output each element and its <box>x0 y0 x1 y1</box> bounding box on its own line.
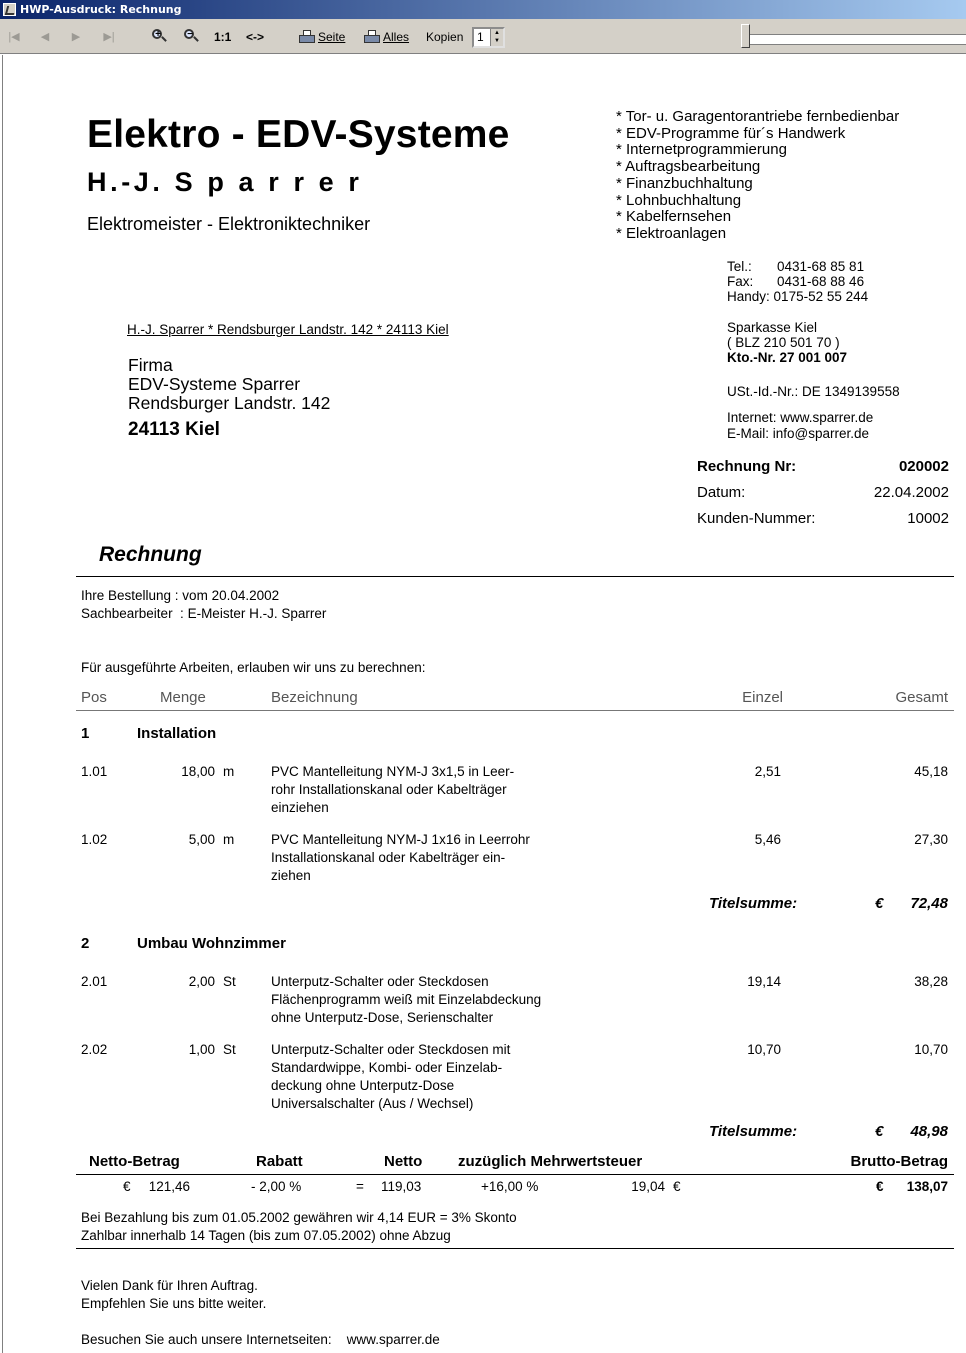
item-position: 2.01 <box>81 974 108 989</box>
payment-terms-discount: Bei Bezahlung bis zum 01.05.2002 gewähren wir 4,14 EUR = 3% Skonto <box>81 1210 517 1225</box>
column-header-description: Bezeichnung <box>271 689 358 706</box>
item-quantity: 18,00 <box>181 764 215 779</box>
item-total: 45,18 <box>914 764 948 779</box>
item-position: 1.02 <box>81 832 108 847</box>
window-titlebar[interactable] <box>0 0 966 19</box>
zoom-slider-thumb[interactable] <box>741 24 750 48</box>
gross-amount: 138,07 <box>906 1179 948 1194</box>
item-unit-price: 10,70 <box>747 1042 781 1057</box>
subtotal-amount: 72,48 <box>910 895 948 912</box>
bank-code: ( BLZ 210 501 70 ) <box>727 335 840 350</box>
vat-id: USt.-Id.-Nr.: DE 1349139558 <box>727 384 900 399</box>
subtotal-label: Titelsumme: <box>709 895 798 912</box>
email-address: E-Mail: info@sparrer.de <box>727 426 870 441</box>
profession: Elektromeister - Elektroniktechniker <box>87 214 371 234</box>
fax-label: Fax: <box>727 274 754 289</box>
website-url: www.sparrer.de <box>346 1332 440 1347</box>
bank-name: Sparkasse Kiel <box>727 320 818 335</box>
invoice-number-row <box>697 458 949 475</box>
printer-icon <box>299 30 315 44</box>
terms-divider <box>76 1248 954 1249</box>
order-line: Ihre Bestellung : vom 20.04.2002 <box>81 588 280 603</box>
next-page-icon[interactable]: ▶ <box>71 31 81 43</box>
item-quantity: 2,00 <box>188 974 215 989</box>
column-header-total: Gesamt <box>895 689 948 706</box>
clerk-line: Sachbearbeiter : E-Meister H.-J. Sparrer <box>81 606 327 621</box>
customer-number: 10002 <box>907 510 949 527</box>
recipient-address <box>128 356 330 413</box>
website-invitation <box>81 1332 440 1347</box>
last-page-icon[interactable]: ▶| <box>103 31 115 43</box>
closing-recommend: Empfehlen Sie uns bitte weiter. <box>81 1296 267 1311</box>
item-unit: m <box>223 764 235 779</box>
service-item: * Kabelfernsehen <box>616 208 732 226</box>
subtotal-currency: € <box>875 895 884 912</box>
zoom-in-icon[interactable]: + <box>150 28 166 44</box>
item-unit: St <box>223 974 236 989</box>
owner-name: H.-J. S p a r r e r <box>87 167 363 197</box>
vat-label: zuzüglich Mehrwertsteuer <box>458 1153 643 1170</box>
bank-details <box>727 320 847 365</box>
group-number: 1 <box>81 725 90 742</box>
invoice-number-label: Rechnung Nr: <box>697 458 797 475</box>
service-item: * Internetprogrammierung <box>616 141 787 159</box>
item-total: 27,30 <box>914 832 948 847</box>
item-unit-price: 19,14 <box>747 974 781 989</box>
net-currency: € <box>123 1179 131 1194</box>
recipient-line: Rendsburger Landstr. 142 <box>128 393 331 413</box>
service-item: * EDV-Programme für´s Handwerk <box>616 124 846 142</box>
service-item: * Auftragsbearbeitung <box>616 158 761 176</box>
zoom-slider[interactable] <box>747 34 966 45</box>
company-name: Elektro - EDV-Systeme <box>87 113 510 156</box>
previous-page-icon[interactable]: ◀ <box>40 31 50 43</box>
customer-number-label: Kunden-Nummer: <box>697 510 816 527</box>
print-all-button[interactable]: Alles <box>364 27 410 47</box>
discount-label: Rabatt <box>256 1153 303 1170</box>
service-item: * Lohnbuchhaltung <box>616 191 742 209</box>
service-item: * Finanzbuchhaltung <box>616 174 753 192</box>
recipient-line: Firma <box>128 355 173 375</box>
group-number: 2 <box>81 935 90 952</box>
item-description: PVC Mantelleitung NYM-J 1x16 in Leerrohr Installationskanal oder Kabelträger ein- ziehen <box>271 832 530 883</box>
column-header-pos: Pos <box>81 689 107 706</box>
item-unit: m <box>223 832 235 847</box>
zoom-out-icon[interactable]: − <box>182 28 198 44</box>
recipient-line: EDV-Systeme Sparrer <box>128 374 301 394</box>
item-total: 10,70 <box>914 1042 948 1057</box>
account-number: Kto.-Nr. 27 001 007 <box>727 350 848 365</box>
netto-label: Netto <box>384 1153 423 1170</box>
recipient-city: 24113 Kiel <box>128 419 220 440</box>
summary-divider <box>76 1174 954 1175</box>
copies-label: Kopien <box>426 30 464 44</box>
customer-number-row <box>697 510 949 527</box>
vat-currency: € <box>673 1179 681 1194</box>
service-item: * Elektroanlagen <box>616 224 727 242</box>
item-description: Unterputz-Schalter oder Steckdosen mit Standardwippe, Kombi- oder Einzelab- deckung ohne Unterputz-Dose Universalschalter (Aus / Wechsel) <box>271 1042 511 1111</box>
title-divider <box>76 576 954 577</box>
item-quantity: 1,00 <box>188 1042 215 1057</box>
website-label: Besuchen Sie auch unsere Internetseiten: <box>81 1332 332 1347</box>
mobile-number: 0175-52 55 244 <box>773 289 869 304</box>
internet-address: Internet: www.sparrer.de <box>727 410 874 425</box>
sender-line: H.-J. Sparrer * Rendsburger Landstr. 142 * 24113 Kiel <box>127 322 449 337</box>
item-quantity: 5,00 <box>188 832 215 847</box>
fit-width-button[interactable]: <-> <box>246 30 265 44</box>
intro-text: Für ausgeführte Arbeiten, erlauben wir uns zu berechnen: <box>81 660 426 675</box>
equals-sign: = <box>356 1179 364 1194</box>
group-title: Installation <box>137 725 217 742</box>
window-title: HWP-Ausdruck: Rechnung <box>20 3 182 16</box>
netto-amount: 119,03 <box>381 1179 422 1194</box>
subtotal-amount: 48,98 <box>910 1123 948 1140</box>
mobile-label: Handy: <box>727 289 770 304</box>
web-contact <box>727 410 873 442</box>
app-icon <box>3 3 16 16</box>
item-position: 1.01 <box>81 764 108 779</box>
net-amount: 121,46 <box>148 1179 190 1194</box>
first-page-icon[interactable]: |◀ <box>8 31 20 43</box>
fax-number: 0431-68 88 46 <box>777 274 865 289</box>
print-page-button[interactable]: Seite <box>299 27 347 47</box>
item-description: Unterputz-Schalter oder Steckdosen Flächenprogramm weiß mit Einzelabdeckung ohne Unterputz-Dose, Serienschalter <box>271 974 542 1025</box>
item-total: 38,28 <box>914 974 948 989</box>
invoice-date-row <box>697 484 949 501</box>
vat-rate: +16,00 % <box>481 1179 539 1194</box>
phone-label: Tel.: <box>727 259 752 274</box>
printer-all-icon <box>364 30 380 44</box>
item-position: 2.02 <box>81 1042 108 1057</box>
closing-thanks: Vielen Dank für Ihren Auftrag. <box>81 1278 258 1293</box>
discount-rate: - 2,00 % <box>251 1179 302 1194</box>
contact-block <box>727 259 868 304</box>
column-header-qty: Menge <box>160 689 206 706</box>
item-unit-price: 2,51 <box>754 764 781 779</box>
phone-number: 0431-68 85 81 <box>777 259 865 274</box>
subtotal-label: Titelsumme: <box>709 1123 798 1140</box>
gross-amount-label: Brutto-Betrag <box>850 1153 948 1170</box>
invoice-date: 22.04.2002 <box>873 484 949 501</box>
item-unit: St <box>223 1042 236 1057</box>
gross-currency: € <box>876 1179 884 1194</box>
stepper-arrows-icon[interactable]: ▲ ▼ <box>490 29 503 46</box>
document-title: Rechnung <box>99 543 202 566</box>
column-header-unit-price: Einzel <box>742 689 783 706</box>
header-divider <box>76 710 954 711</box>
service-item: * Tor- u. Garagentorantriebe fernbedienbar <box>616 108 900 125</box>
copies-value[interactable]: 1 <box>477 30 484 44</box>
payment-terms-due: Zahlbar innerhalb 14 Tagen (bis zum 07.05.2002) ohne Abzug <box>81 1228 451 1243</box>
net-amount-label: Netto-Betrag <box>89 1153 180 1170</box>
subtotal-currency: € <box>875 1123 884 1140</box>
item-unit-price: 5,46 <box>754 832 781 847</box>
invoice-page <box>2 55 966 1353</box>
invoice-date-label: Datum: <box>697 484 746 501</box>
zoom-reset-button[interactable]: 1:1 <box>214 30 232 44</box>
item-description: PVC Mantelleitung NYM-J 3x1,5 in Leer- rohr Installationskanal oder Kabelträger einziehen <box>271 764 515 815</box>
invoice-number: 020002 <box>898 458 949 475</box>
copies-stepper[interactable] <box>472 27 505 48</box>
group-title: Umbau Wohnzimmer <box>137 935 286 952</box>
services-list <box>616 109 899 243</box>
vat-amount: 19,04 <box>631 1179 665 1194</box>
